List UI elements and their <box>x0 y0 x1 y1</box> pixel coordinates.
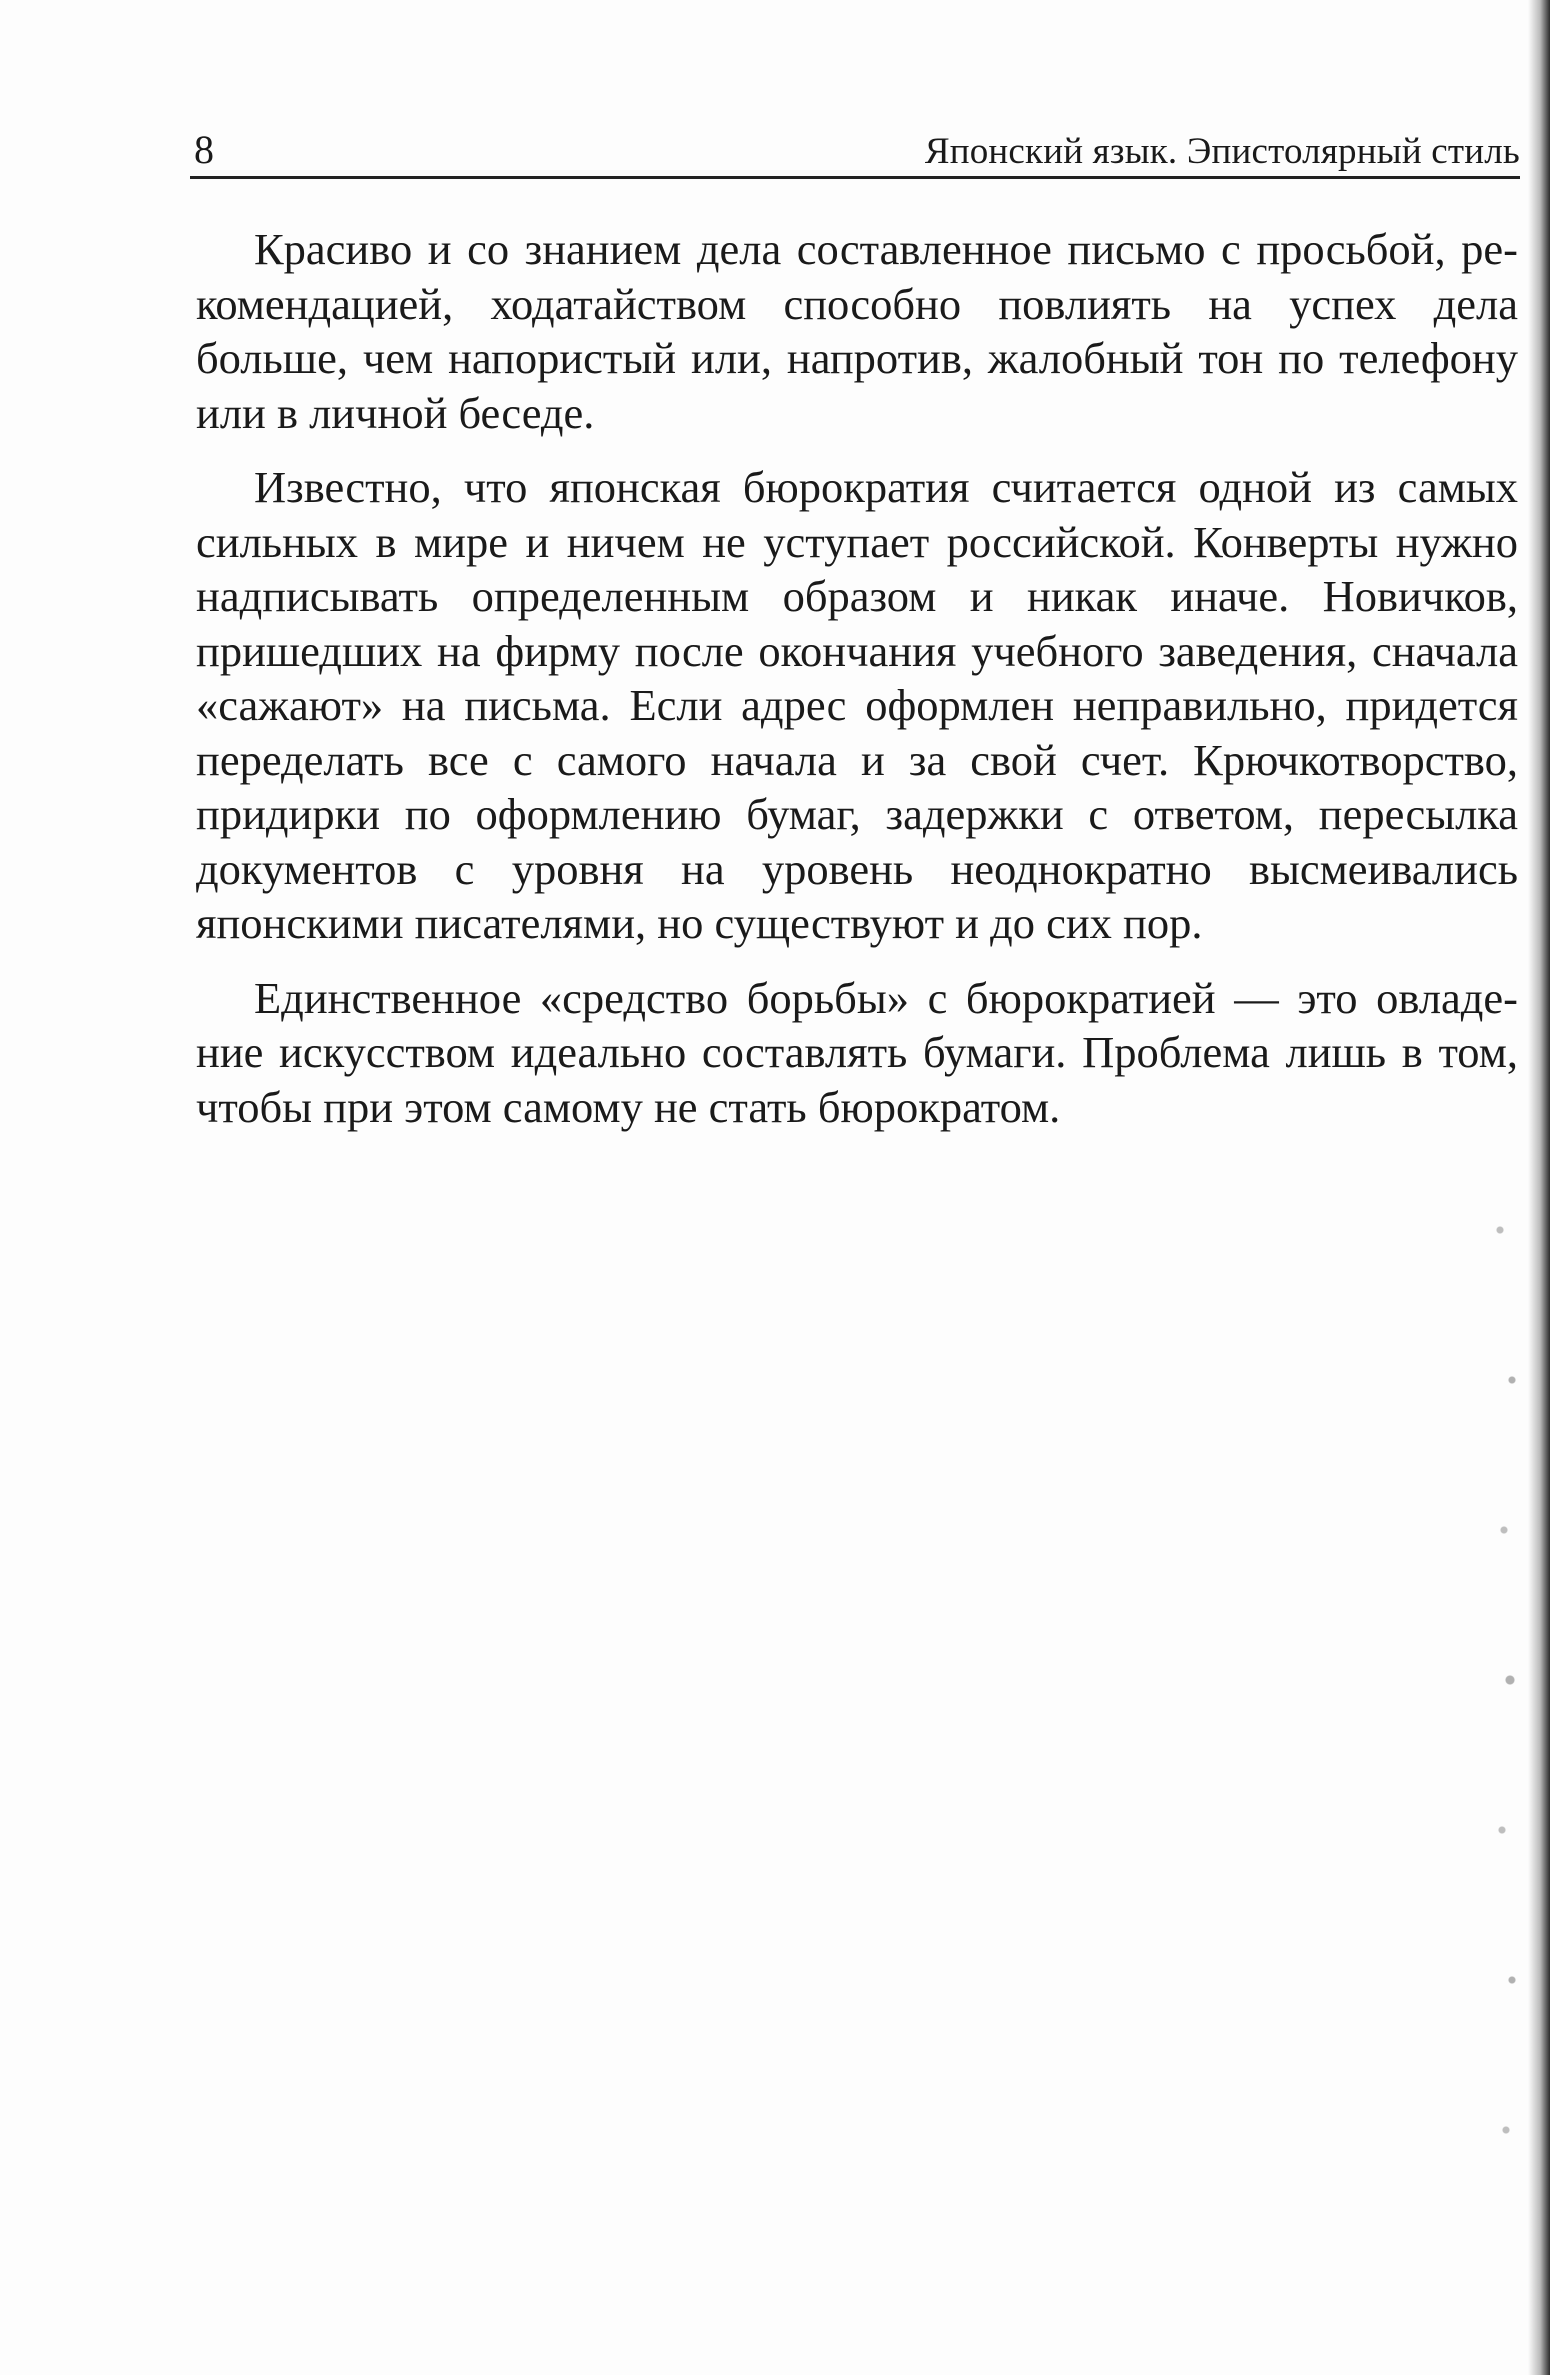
scan-edge-shadow <box>1528 0 1550 2375</box>
body-text <box>196 222 1518 1154</box>
running-title: Японский язык. Эпистолярный стиль <box>924 131 1520 172</box>
running-head <box>190 118 1520 179</box>
scan-specks <box>1488 1180 1528 2180</box>
paragraph: Единственное «средство борьбы» с бюрократией — это овладение искусством идеально составлять бумаги. Проблема лишь в том, чтобы при этом самому не стать бюрократом. <box>196 972 1518 1132</box>
paragraph: Красиво и со знанием дела составленное письмо с просьбой, рекомендацией, ходатайством способно повлиять на успех дела больше, чем напористый или, напротив, жалобный тон по телефону или в личной беседе. <box>196 224 1518 438</box>
paragraph: Известно, что японская бюрократия считается одной из самых сильных в мире и ничем не уступает российской. Конверты нужно надписывать определенным образом и никак иначе. Новичков, пришедших на фирму после окончания учебного заведения, сначала «сажают» на письма. Если адрес оформлен неправильно, придется переделать все с самого начала и за свой счет. Крючкотворство, придирки по оформлению бумаг, задержки с ответом, пересылка документов с уровня на уровень неоднократно высмеивались японскими писателями, но существуют и до сих пор. <box>196 462 1518 948</box>
page-number: 8 <box>194 127 214 172</box>
